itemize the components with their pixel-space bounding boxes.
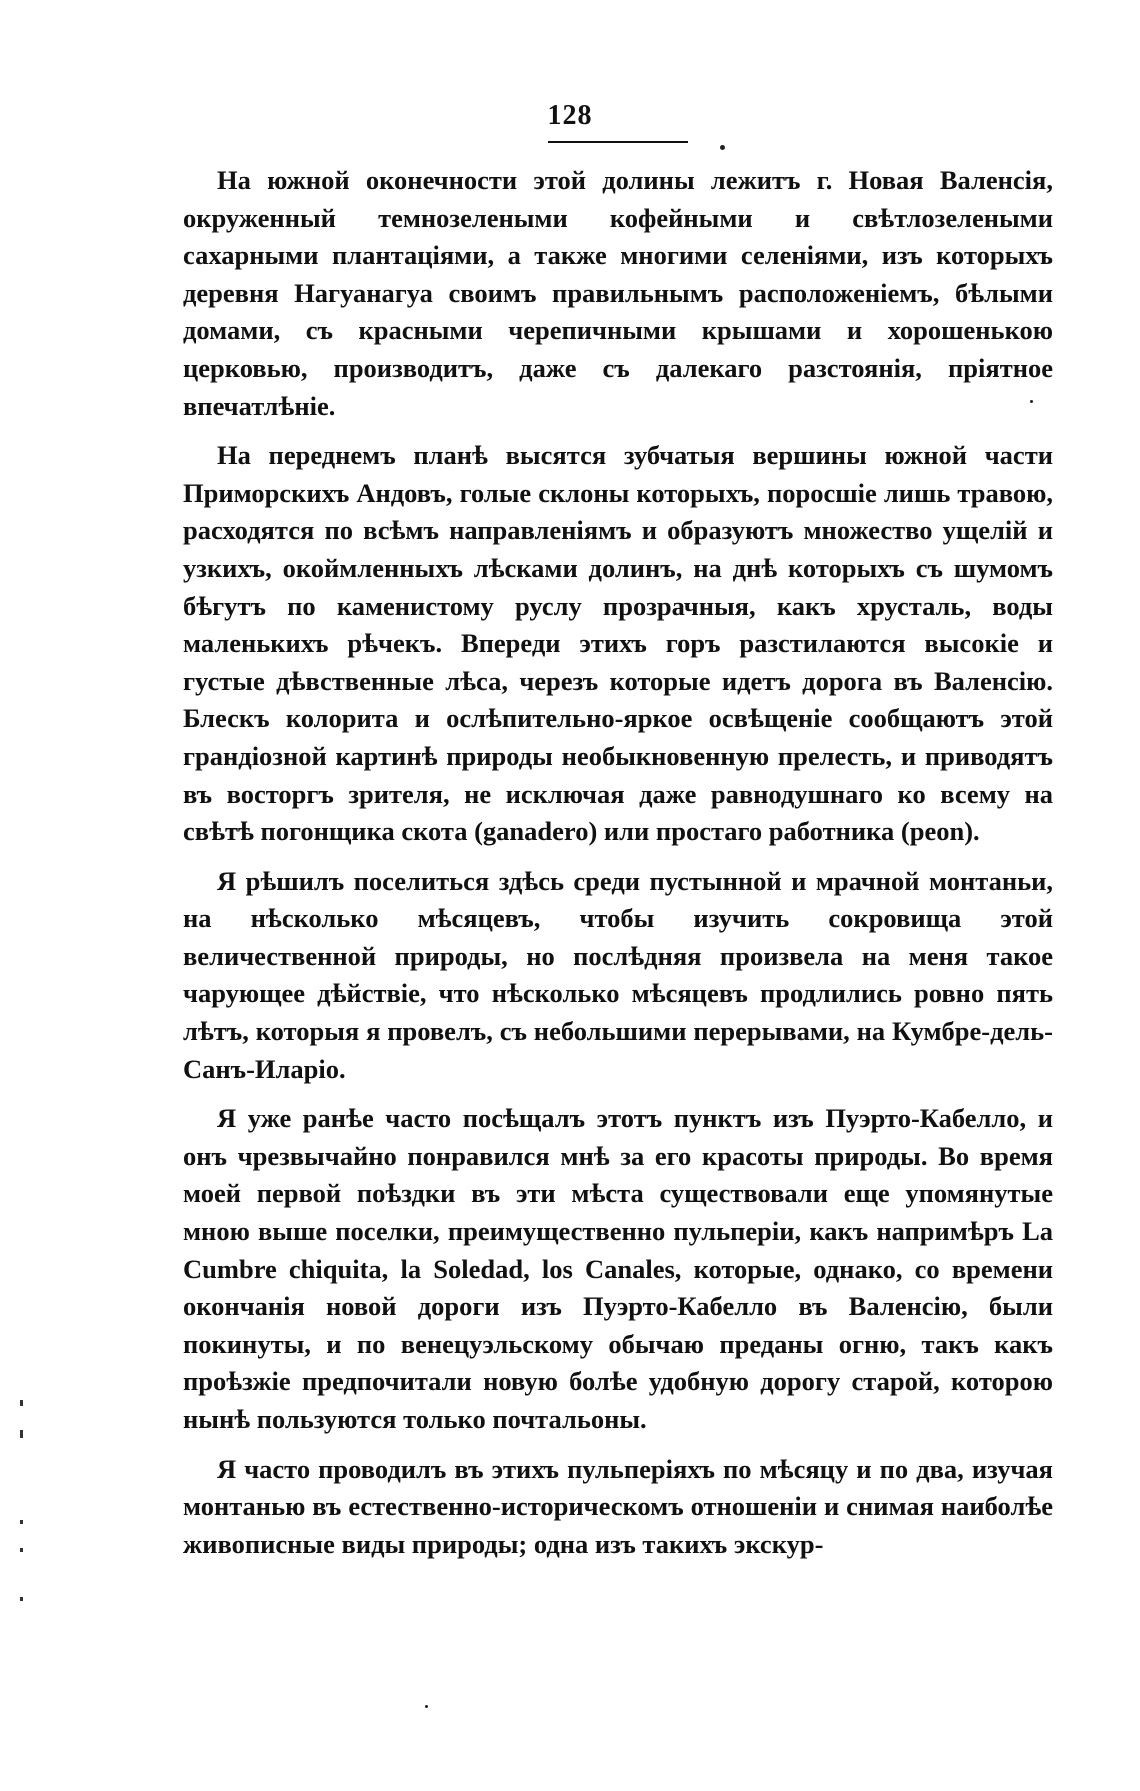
paragraph: На южной оконечности этой долины лежитъ г. Новая Валенсія, окруженный темнозелеными кофейными и свѣтлозелеными сахарными плантаціями, а также многими селеніями, изъ которыхъ деревня Нагуанагуа своимъ правильнымъ расположеніемъ, бѣлыми домами, съ красными черепичными крышами и хорошенькою церковью, производитъ, даже съ далекаго разстоянія, пріятное впечатлѣніе.: [183, 165, 1053, 421]
stray-mark: [425, 1705, 428, 1708]
page-number: 128: [547, 100, 593, 131]
paragraph: Я рѣшилъ поселиться здѣсь среди пустынной и мрачной монтаньи, на нѣсколько мѣсяцевъ, чтобы изучить сокровища этой величественной природы, но послѣдняя произвела на меня такое чарующее дѣйствіе, что нѣсколько мѣсяцевъ продлились ровно пять лѣтъ, которыя я провелъ, съ небольшими перерывами, на Кумбре-дель-Санъ-Иларіо.: [183, 865, 1053, 1084]
paragraph: Я уже ранѣе часто посѣщалъ этотъ пунктъ изъ Пуэрто-Кабелло, и онъ чрезвычайно понравился мнѣ за его красоты природы. Во время моей первой поѣздки въ эти мѣста существовали еще упомянутые мною выше поселки, преимущественно пульперіи, какъ напримѣръ La Cumbre chiquita, la Soledad, los Canales, которые, однако, со времени окончанія новой дороги изъ Пуэрто-Кабелло въ Валенсію, были покинуты, и по венецуэльскому обычаю преданы огню, такъ какъ проѣзжіе предпочитали новую болѣе удобную дорогу старой, которою нынѣ пользуются только почтальоны.: [183, 1103, 1053, 1434]
margin-mark: [20, 1400, 23, 1406]
margin-mark: [20, 1597, 23, 1601]
margin-mark: [20, 1548, 23, 1552]
paragraph: Я часто проводилъ въ этихъ пульперіяхъ по мѣсяцу и по два, изучая монтанью въ естественно-историческомъ отношеніи и снимая наиболѣе живописные виды природы; одна изъ такихъ экскур-: [183, 1453, 1053, 1559]
page-number-rule: [548, 141, 688, 143]
body-text: [183, 162, 1053, 1563]
stray-mark: [720, 145, 725, 150]
margin-mark: [20, 1430, 23, 1438]
margin-mark: [20, 1520, 23, 1524]
paragraph: На переднемъ планѣ высятся зубчатыя вершины южной части Приморскихъ Андовъ, голые склоны которыхъ, поросшіе лишь травою, расходятся по всѣмъ направленіямъ и образуютъ множество ущелій и узкихъ, окоймленныхъ лѣсками долинъ, на днѣ которыхъ съ шумомъ бѣгутъ по каменистому руслу прозрачныя, какъ хрусталь, воды маленькихъ рѣчекъ. Впереди этихъ горъ разстилаются высокіе и густые дѣвственные лѣса, черезъ которые идетъ дорога въ Валенсію. Блескъ колорита и ослѣпительно-яркое освѣщеніе сообщаютъ этой грандіозной картинѣ природы необыкновенную прелесть, и приводятъ въ восторгъ зрителя, не исключая даже равнодушнаго ко всему на свѣтѣ погонщика скота (ganadero) или простаго работника (peon).: [183, 440, 1053, 847]
